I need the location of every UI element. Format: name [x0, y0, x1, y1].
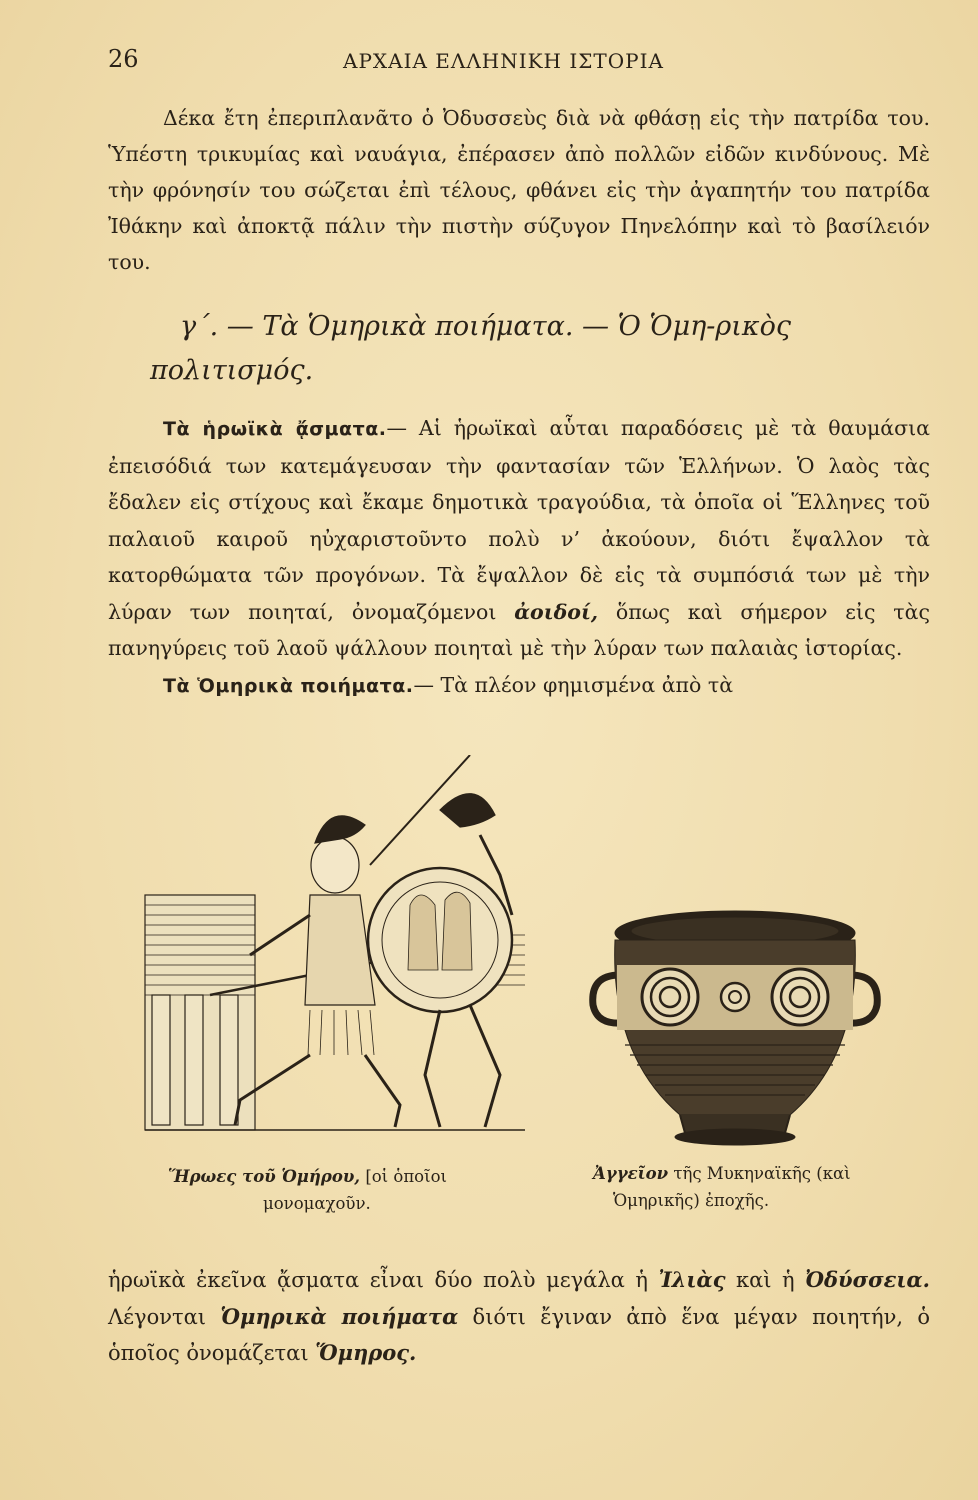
- warriors-engraving-icon: [140, 755, 530, 1155]
- caption-line-2: Ὁμηρικῆς) ἐποχῆς.: [613, 1191, 770, 1210]
- body-text: καὶ ἡ: [736, 1268, 795, 1292]
- run-in-heading: Τὰ ἡρωϊκὰ ᾄσματα.: [163, 418, 387, 440]
- section-heading-line-1: γ΄. — Τὰ Ὁμηρικὰ ποιήματα. — Ὁ Ὁμη-: [180, 311, 716, 342]
- body-text: διότι ἔγιναν ἀπὸ ἕνα μέγαν ποιητήν, ὁ ὁποῖος ὀνομάζεται: [108, 1304, 930, 1365]
- italic-term: Ὅμηρος.: [315, 1340, 417, 1365]
- italic-term: Ὁμηρικὰ ποιήματα: [220, 1303, 459, 1329]
- page-header: [108, 45, 928, 85]
- italic-term: Ἰλιὰς: [658, 1267, 726, 1292]
- paragraph-text: [108, 667, 930, 705]
- section-heading-line-2: ρικὸς πολιτισμός.: [150, 311, 791, 386]
- paragraph-text: [108, 410, 930, 667]
- paragraph-text: [108, 1262, 930, 1372]
- caption-vase: [593, 1160, 913, 1214]
- caption-line-2: μονομαχοῦν.: [263, 1194, 371, 1213]
- paragraph-heroic-songs: [108, 410, 930, 704]
- caption-lead: Ἥρωες τοῦ Ὁμήρου,: [168, 1167, 361, 1186]
- run-in-heading: Τὰ Ὁμηρικὰ ποιήματα.: [163, 674, 414, 697]
- section-heading: [150, 305, 870, 393]
- body-text: ὅπως καὶ σήμερον εἰς τὰς πανηγύρεις τοῦ λαοῦ ψάλλουν ποιηταὶ μὲ τὴν λύραν των παλαιὰς ἱστορίας.: [108, 599, 930, 660]
- caption-warriors: [168, 1163, 528, 1217]
- italic-term: ἀοιδοί,: [514, 599, 599, 624]
- paragraph-homeric-poems: [108, 1262, 930, 1372]
- body-text: — Αἱ ἡρωϊκαὶ αὗται παραδόσεις μὲ τὰ θαυμάσια ἐπεισόδιά των κατεμάγευσαν τὴν φαντασίαν τῶν Ἑλλήνων. Ὁ λαὸς τὰς ἔδαλεν εἰς στίχους καὶ ἔκαμε δημοτικὰ τραγούδια, τὰ ὁποῖα οἱ Ἕλληνες τοῦ παλαιοῦ καιροῦ ηὐχαριστοῦντο πολὺ ν’ ἀκούουν, διότι ἔψαλλον τὰ κατορθώματα τῶν προγόνων. Τὰ ἔψαλλον δὲ εἰς τὰ συμπόσιά των μὲ τὴν λύραν των ποιηταί, ὀνομαζόμενοι: [108, 416, 930, 624]
- paragraph-odysseus: [108, 100, 930, 280]
- caption-text: [οἱ ὁποῖοι: [365, 1167, 447, 1186]
- caption-text: τῆς Μυκηναϊκῆς (καὶ: [673, 1164, 851, 1183]
- body-text: — Τὰ πλέον φημισμένα ἀπὸ τὰ: [413, 672, 734, 697]
- running-title: ΑΡΧΑΙΑ ΕΛΛΗΝΙΚΗ ΙΣΤΟΡΙΑ: [343, 49, 664, 73]
- page-number: 26: [108, 45, 139, 73]
- italic-term: Ὀδύσσεια.: [805, 1267, 930, 1292]
- body-text: ἡρωϊκὰ ἐκεῖνα ᾄσματα εἶναι δύο πολὺ μεγάλα ἡ: [108, 1268, 648, 1292]
- body-text: Λέγονται: [108, 1304, 207, 1329]
- mycenaean-vase-engraving-icon: [585, 905, 885, 1165]
- caption-lead: Ἀγγεῖον: [593, 1164, 669, 1183]
- paragraph-text: Δέκα ἔτη ἐπεριπλανᾶτο ὁ Ὀδυσσεὺς διὰ νὰ φθάσῃ εἰς τὴν πατρίδα του. Ὑπέστη τρικυμίας καὶ ναυάγια, ἐπέρασεν ἀπὸ πολλῶν εἰδῶν κινδύνους. Μὲ τὴν φρόνησίν του σώζεται ἐπὶ τέλους, φθάνει εἰς τὴν ἀγαπητήν του πατρίδα Ἰθάκην καὶ ἀποκτᾷ πάλιν τὴν πιστὴν σύζυγον Πηνελόπην καὶ τὸ βασίλειόν του.: [108, 106, 930, 274]
